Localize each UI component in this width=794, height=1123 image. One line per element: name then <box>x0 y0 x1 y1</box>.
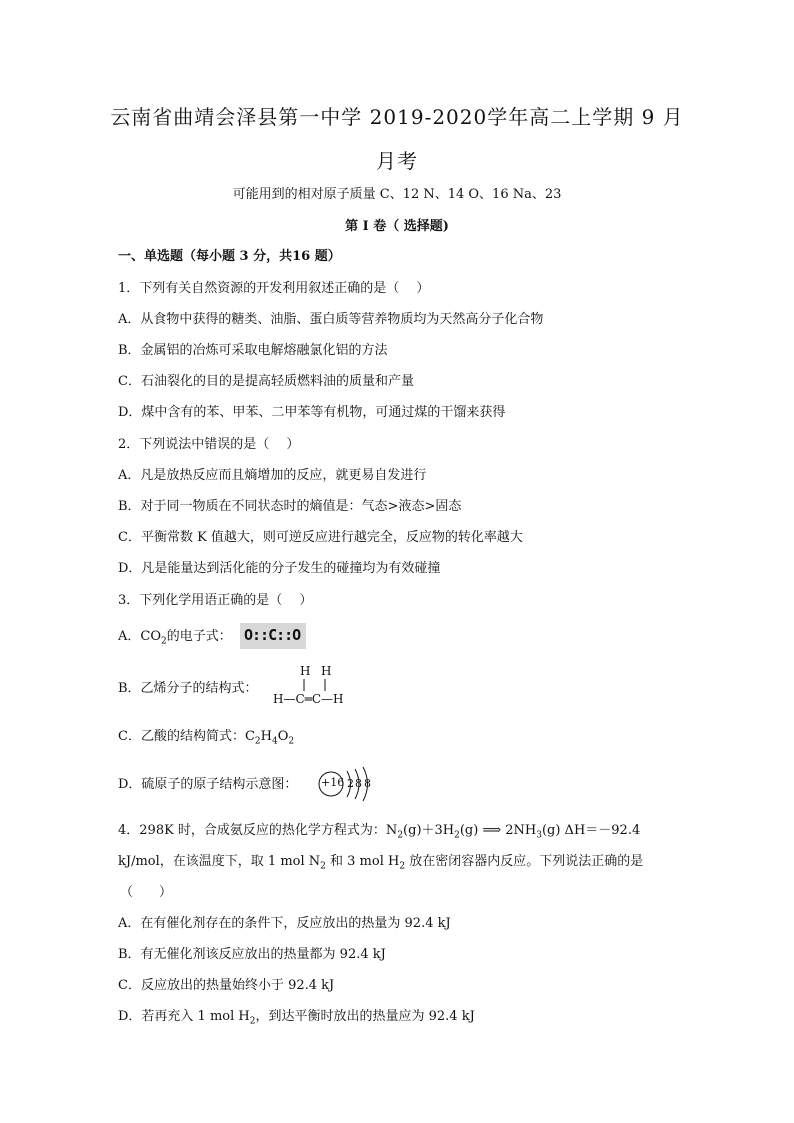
q3-stem: 3．下列化学用语正确的是（ ） <box>118 593 313 608</box>
q4-option-a: A．在有催化剂存在的条件下，反应放出的热量为 92.4 kJ <box>118 916 451 931</box>
q1-option-a: A．从食物中获得的糖类、油脂、蛋白质等营养物质均为天然高分子化合物 <box>118 312 544 327</box>
q4-option-b: B．有无催化剂该反应放出的热量都为 92.4 kJ <box>118 947 386 962</box>
q4-option-d: D．若再充入 1 mol $H_2$，到达平衡时放出的热量应为 92.4 kJ <box>118 1009 475 1027</box>
title-line-1: 云南省曲靖会泽县第一中学 2019-2020学年高二上学期 9 月 <box>110 105 684 129</box>
co2-electron-formula-text: O::C::O <box>244 626 301 644</box>
q2-option-b: B．对于同一物质在不同状态时的熵值是：气态>液态>固态 <box>118 499 462 514</box>
q2-option-c: C．平衡常数 K 值越大，则可逆反应进行越完全，反应物的转化率越大 <box>118 530 523 545</box>
q2-stem: 2．下列说法中错误的是（ ） <box>118 437 300 452</box>
q4-line-2: kJ/mol，在该温度下，取 1 mol $N_2$ 和 3 mol $H_2$ 放在密闭容器内反应。下列说法正确的是 <box>118 854 644 872</box>
co2-electron-formula-image <box>240 623 306 649</box>
q1-option-d: D．煤中含有的苯、甲苯、二甲苯等有机物，可通过煤的干馏来获得 <box>118 405 506 420</box>
atomic-masses-note: 可能用到的相对原子质量 C、12 N、14 O、16 Na、23 <box>232 187 562 202</box>
q3-option-b: B．乙烯分子的结构式： <box>118 681 258 696</box>
sulfur-shell-1-count: 2 <box>347 777 354 790</box>
q4-line-3: （ ） <box>120 885 173 900</box>
q2-option-a: A．凡是放热反应而且熵增加的反应，就更易自发进行 <box>118 468 427 483</box>
ethylene-bottom-chain: H—C═C—H <box>273 692 344 706</box>
q4-line-1: 4．298K 时，合成氨反应的热化学方程式为：$N_2(g)+3H_2(g)$ ⟹ $2NH_3(g)$ ΔH＝－92.4 <box>118 823 641 841</box>
sulfur-shell-3-count: 8 <box>364 777 371 790</box>
part1-heading: 一、单选题（每小题 3 分，共16 题） <box>118 249 341 264</box>
sulfur-atom-diagram <box>317 765 377 803</box>
q2-option-d: D．凡是能量达到活化能的分子发生的碰撞均为有效碰撞 <box>118 561 441 576</box>
title-line-2: 月考 <box>376 149 418 173</box>
sulfur-shell-2-count: 8 <box>355 777 362 790</box>
ethylene-top-right-h: H <box>321 664 332 678</box>
ethylene-structure <box>273 664 363 712</box>
section-label: 第 I 卷（ 选择题) <box>345 219 449 234</box>
q1-stem: 1．下列有关自然资源的开发利用叙述正确的是（ ） <box>118 281 430 296</box>
q1-option-b: B．金属铝的冶炼可采取电解熔融氯化铝的方法 <box>118 343 388 358</box>
q3-option-d: D．硫原子的原子结构示意图： <box>118 777 298 792</box>
q3-option-a: A．$CO_2$的电子式： <box>118 629 232 647</box>
ethylene-top-left-h: H <box>300 664 311 678</box>
q1-option-c: C．石油裂化的目的是提高轻质燃料油的质量和产量 <box>118 374 414 389</box>
sulfur-nucleus-label: +16 <box>321 776 345 789</box>
q4-option-c: C．反应放出的热量始终小于 92.4 kJ <box>118 978 335 993</box>
q3-option-c: C．乙酸的结构简式：$C_2H_4O_2$ <box>118 729 295 747</box>
